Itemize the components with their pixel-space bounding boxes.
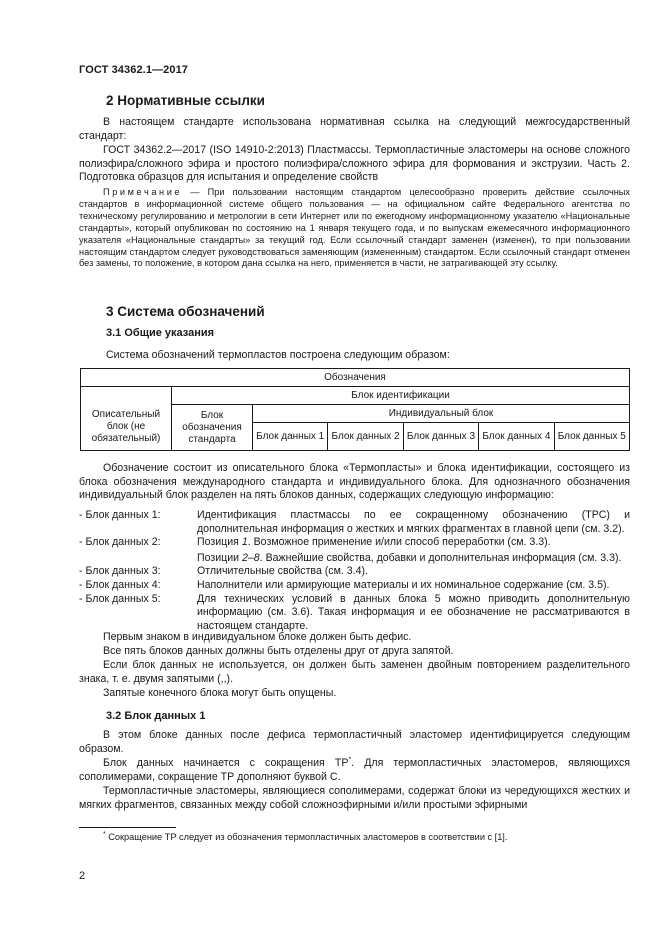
designation-table	[80, 368, 630, 451]
list-item-text-pre: Позиция	[197, 536, 242, 549]
table-header-individual: Индивидуальный блок	[253, 405, 630, 423]
list-item	[79, 536, 630, 550]
rule-trailing-commas: Запятые конечного блока могут быть опущены.	[103, 687, 337, 699]
list-item	[79, 509, 630, 536]
list-item-text: Для технических условий в данных блока 5 можно приводить дополнительную информацию (см. 3.6). Такая информация и ее обозначение не рассматриваются в настоящем стандарте.	[197, 592, 630, 632]
section-2-note	[79, 187, 630, 270]
table-data-block: Блок данных 4	[479, 423, 554, 451]
footnote	[79, 831, 630, 843]
paragraph-after-table: Обозначение состоит из описательного блока «Термопласты» и блока идентификации, состоящего из блока обозначения международного стандарта и индивидуального блока. Для однозначного обозначения индивидуальный блок разделен на пять блоков данных, содержащих следующую информацию:	[79, 462, 630, 502]
para-2-text-post: . Для термопластичных эластомеров, являющихся сополимерами, сокращение ТР дополняют буквой С.	[79, 757, 631, 783]
subsection-3-2-para-2	[79, 757, 630, 784]
list-item-label: - Блок данных 3:	[79, 565, 161, 578]
note-text: — При пользовании настоящим стандартом целесообразно проверить действие ссылочных стандартов в информационной системе общего пользования — на официальном сайте Федерального агентства по техническому регулированию и метрологии в сети Интернет или по ежегодному информационному указателю «Национальные стандарты», который опубликован по состоянию на 1 января текущего года, и по выпускам ежемесячного информационного указателя «Национальные стандарты» за текущий год. Если ссылочный стандарт заменен (изменен), то при пользовании настоящим стандартом следует руководствоваться заменяющим (измененным) стандартом. Если ссылочный стандарт отменен без замены, то положение, в котором дана ссылка на него, применяется в части, не затрагивающей эту ссылку.	[79, 187, 630, 269]
subsection-3-1-heading: 3.1 Общие указания	[106, 327, 215, 339]
section-3-heading: 3 Система обозначений	[106, 304, 265, 319]
table-data-block: Блок данных 2	[328, 423, 403, 451]
list-item-position: 1	[241, 536, 248, 549]
table-header-identification: Блок идентификации	[172, 387, 630, 405]
table-header-designations: Обозначения	[81, 369, 630, 387]
list-item	[79, 579, 630, 593]
list-item-text	[197, 552, 630, 566]
rule-first-char: Первым знаком в индивидуальном блоке должен быть дефис.	[103, 631, 412, 643]
rule-unused-block: Если блок данных не используется, он должен быть заменен двойным повторением разделительного знака, т. е. двумя запятыми (,,).	[79, 659, 630, 685]
table-header-standard: Блок обозначения стандарта	[172, 405, 253, 451]
document-id: ГОСТ 34362.1—2017	[79, 64, 189, 76]
list-item-text: Идентификация пластмассы по ее сокращенному обозначению (TPC) и дополнительная информация о жестких и мягких фрагментах в главной цепи (см. 3.2).	[197, 509, 630, 535]
section-2-heading: 2 Нормативные ссылки	[106, 93, 265, 108]
list-item-text-pre: Позиции	[197, 551, 243, 564]
page-number: 2	[79, 870, 86, 882]
subsection-3-1-intro: Система обозначений термопластов построена следующим образом:	[106, 349, 450, 361]
footnote-separator	[79, 827, 176, 828]
data-block-list	[79, 509, 630, 633]
section-2-intro: В настоящем стандарте использована нормативная ссылка на следующий межгосударственный стандарт:	[79, 116, 630, 142]
list-item-text: Наполнители или армирующие материалы и их номинальное содержание (см. 3.5).	[197, 578, 610, 591]
note-label: Примечание	[103, 187, 183, 197]
list-item	[79, 552, 630, 566]
list-item	[79, 593, 630, 634]
table-spacer-cell	[81, 387, 172, 405]
subsection-3-2-para-1: В этом блоке данных после дефиса термопластичный эластомер идентифицируется следующим образом.	[79, 729, 630, 755]
list-item-label: - Блок данных 5:	[79, 592, 161, 605]
table-data-block: Блок данных 1	[253, 423, 328, 451]
list-item-label	[79, 552, 197, 566]
footnote-text: Сокращение ТР следует из обозначения термопластичных эластомеров в соответствии с [1].	[105, 832, 508, 842]
table-data-block: Блок данных 5	[554, 423, 629, 451]
footnote-mark: *	[103, 830, 106, 838]
subsection-3-2-heading: 3.2 Блок данных 1	[106, 710, 206, 722]
list-item	[79, 565, 630, 579]
list-item-label: - Блок данных 2:	[79, 536, 161, 549]
list-item-label: - Блок данных 4:	[79, 578, 161, 591]
table-data-block: Блок данных 3	[403, 423, 478, 451]
normative-reference: ГОСТ 34362.2—2017 (ISO 14910-2:2013) Пластмассы. Термопластичные эластомеры на основе сложного полиэфира/сложного эфира и простого полиэфира/сложного эфира для формования и экструзии. Часть 2. Подготовка образцов для испытания и определение свойств	[79, 144, 630, 184]
list-item-text-post: . Возможное применение и/или способ переработки (см. 3.3).	[247, 536, 551, 549]
list-item-position: 2–8	[242, 551, 260, 564]
list-item-label: - Блок данных 1:	[79, 509, 161, 521]
subsection-3-2-para-3: Термопластичные эластомеры, являющиеся сополимерами, содержат блоки из чередующихся жестких и мягких фрагментов, связанных между собой сложноэфирными и/или простыми эфирными	[79, 785, 630, 811]
rule-comma-separator: Все пять блоков данных должны быть отделены друг от друга запятой.	[103, 645, 454, 657]
list-item-text: Отличительные свойства (см. 3.4).	[197, 565, 368, 578]
list-item-text-post: . Важнейшие свойства, добавки и дополнительная информация (см. 3.3).	[259, 551, 622, 564]
list-item-text	[197, 536, 630, 550]
table-header-descriptive: Описательный блок (не обязательный)	[81, 405, 172, 451]
para-2-text-pre: Блок данных начинается с сокращения ТР	[103, 757, 349, 769]
footnote-reference-mark: *	[348, 756, 352, 764]
